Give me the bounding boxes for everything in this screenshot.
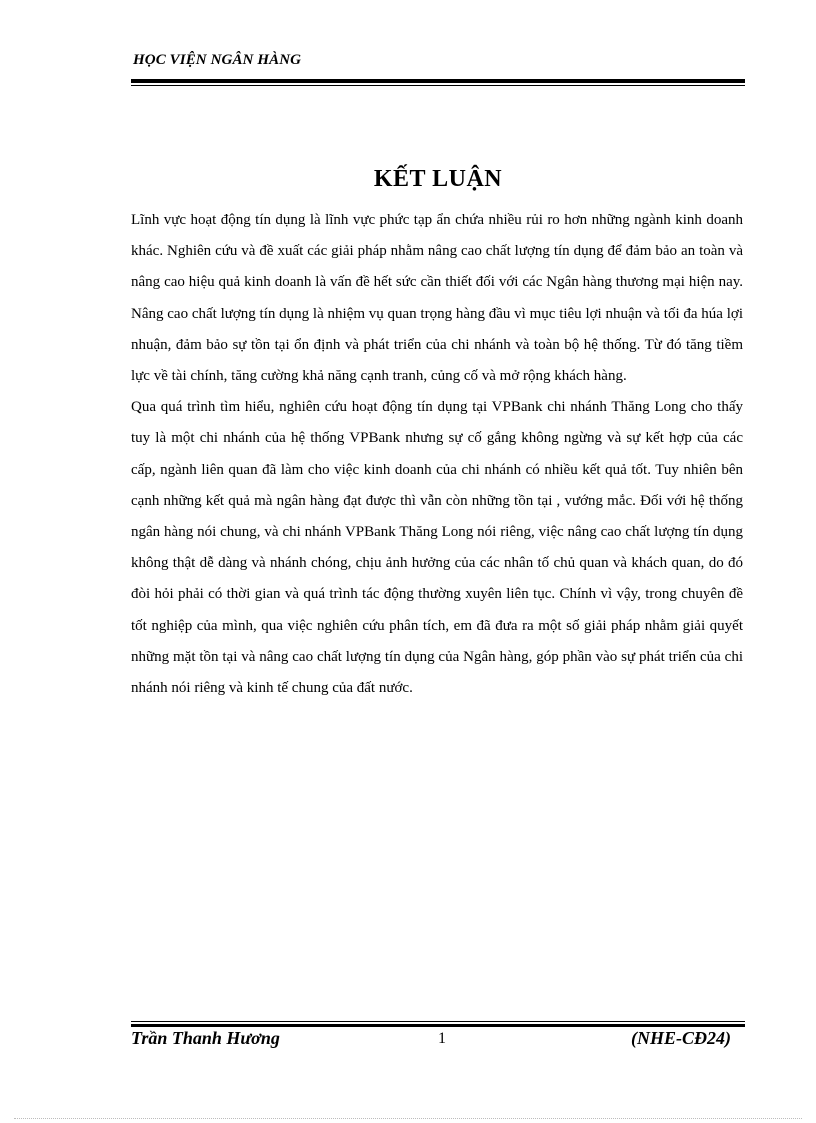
footer-rule-thick [131, 1024, 745, 1027]
section-heading: KẾT LUẬN [373, 166, 503, 192]
page-number: 1 [438, 1030, 446, 1047]
body-text [131, 205, 743, 704]
footer-code: (NHE-CĐ24) [631, 1028, 731, 1048]
paragraph-1: Lĩnh vực hoạt động tín dụng là lĩnh vực phức tạp ẩn chứa nhiều rủi ro hơn những ngành kinh doanh khác. Nghiên cứu và đề xuất các giải pháp nhằm nâng cao chất lượng tín dụng để đảm bảo an toàn và nâng cao hiệu quả kinh doanh là vấn đề hết sức cần thiết đối với các Ngân hàng thương mại hiện nay. Nâng cao chất lượng tín dụng là nhiệm vụ quan trọng hàng đầu vì mục tiêu lợi nhuận và tối đa húa lợi nhuận, đảm bảo sự tồn tại ổn định và phát triển của chi nhánh và toàn bộ hệ thống. Từ đó tăng tiềm lực về tài chính, tăng cường khả năng cạnh tranh, củng cố và mở rộng khách hàng. [131, 212, 743, 385]
page-bottom-dotted-divider [14, 1118, 802, 1119]
header-rule-thin [131, 85, 745, 86]
footer-author: Trần Thanh Hương [131, 1028, 280, 1048]
header-title: HỌC VIỆN NGÂN HÀNG [133, 52, 302, 68]
footer-rule-thin [131, 1021, 745, 1022]
paragraph-2: Qua quá trình tìm hiểu, nghiên cứu hoạt động tín dụng tại VPBank chi nhánh Thăng Long cho thấy tuy là một chi nhánh của hệ thống VPBank nhưng sự cố gắng không ngừng và sự kết hợp của các cấp, ngành liên quan đã làm cho việc kinh doanh của chi nhánh có nhiều kết quả tốt. Tuy nhiên bên cạnh những kết quả mà ngân hàng đạt được thì vẫn còn những tồn tại , vướng mắc. Đối với hệ thống ngân hàng nói chung, và chi nhánh VPBank Thăng Long nói riêng, việc nâng cao chất lượng tín dụng không thật dễ dàng và nhánh chóng, chịu ảnh hưởng của các nhân tố chủ quan và khách quan, do đó đòi hỏi phải có thời gian và quá trình tác động thường xuyên liên tục. Chính vì vậy, trong chuyên đề tốt nghiệp của mình, qua việc nghiên cứu phân tích, em đã đưa ra một số giải pháp nhằm giải quyết những mặt tồn tại và nâng cao chất lượng tín dụng của Ngân hàng, góp phần vào sự phát triển của chi nhánh nói riêng và kinh tế chung của đất nước. [131, 399, 743, 697]
header-rule-thick [131, 79, 745, 83]
